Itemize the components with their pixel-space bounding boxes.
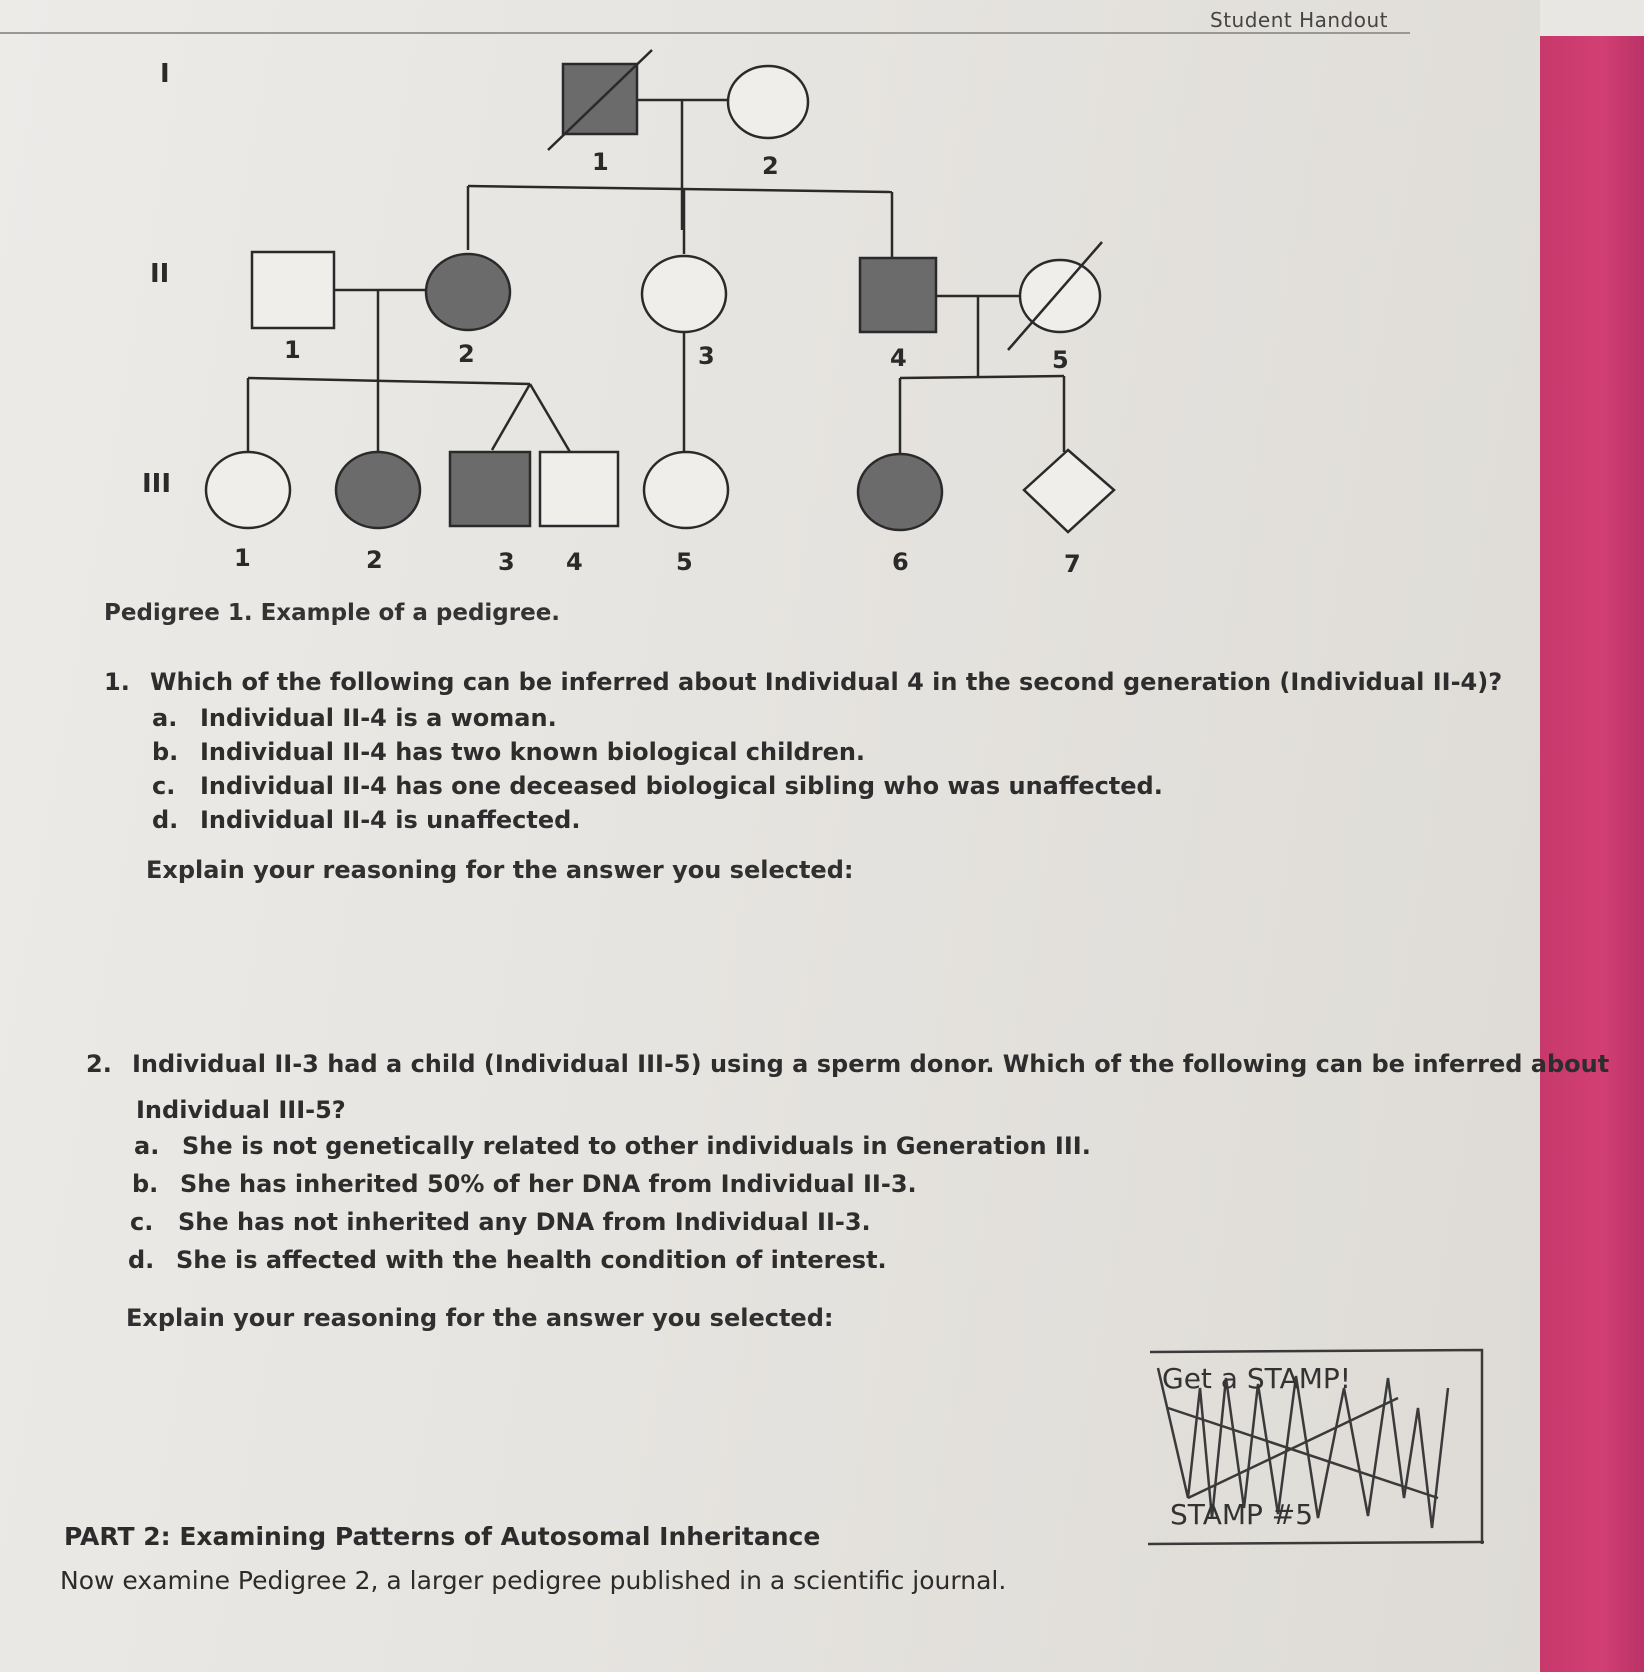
pedigree-caption: Pedigree 1. Example of a pedigree. <box>104 600 561 626</box>
gen3-label-1: 1 <box>234 544 251 572</box>
gen3-label-3: 3 <box>498 548 515 576</box>
individual-III-6-female-affected <box>858 454 942 530</box>
question-2 <box>86 1050 1609 1078</box>
individual-II-1-male <box>252 252 334 328</box>
question-1-option-c[interactable]: c. Individual II-4 has one deceased biological sibling who was unaffected. <box>152 772 1163 800</box>
part-2-intro: Now examine Pedigree 2, a larger pedigree published in a scientific journal. <box>60 1566 1007 1595</box>
generation-label-1: I <box>160 59 170 89</box>
question-2-option-c[interactable]: c. She has not inherited any DNA from Individual II-3. <box>130 1208 871 1236</box>
question-2-number: 2. <box>86 1050 112 1078</box>
sibship-line-II <box>468 186 892 192</box>
individual-II-2-female-affected <box>426 254 510 330</box>
question-1-number: 1. <box>104 668 130 696</box>
gen2-label-3: 3 <box>698 342 715 370</box>
individual-III-3-male-affected <box>450 452 530 526</box>
question-1-option-a[interactable]: a. Individual II-4 is a woman. <box>152 704 557 732</box>
pink-folder-edge <box>1540 36 1644 1672</box>
individual-III-1-female <box>206 452 290 528</box>
generation-label-3: III <box>142 469 172 499</box>
gen2-label-1: 1 <box>284 336 301 364</box>
question-1 <box>104 668 1502 696</box>
stamp-text-line-1: Get a STAMP! <box>1162 1362 1351 1395</box>
gen1-label-1: 1 <box>592 148 609 176</box>
question-1-explain-prompt: Explain your reasoning for the answer you selected: <box>146 856 854 884</box>
individual-I-2-female <box>728 66 808 138</box>
gen1-label-2: 2 <box>762 152 779 180</box>
gen2-label-4: 4 <box>890 344 907 372</box>
gen3-label-4: 4 <box>566 548 583 576</box>
question-2-text-line-2: Individual III-5? <box>136 1096 346 1124</box>
generation-label-2: II <box>150 259 170 289</box>
individual-II-4-male-affected <box>860 258 936 332</box>
gen2-label-2: 2 <box>458 340 475 368</box>
header-rule <box>0 32 1410 34</box>
individual-III-2-female-affected <box>336 452 420 528</box>
handout-header: Student Handout <box>1210 8 1389 32</box>
sibship-line-III-left <box>248 378 530 384</box>
question-1-option-b[interactable]: b. Individual II-4 has two known biological children. <box>152 738 866 766</box>
individual-III-7-unknown-sex <box>1024 450 1114 532</box>
question-2-option-b[interactable]: b. She has inherited 50% of her DNA from Individual II-3. <box>132 1170 917 1198</box>
twin-line-right <box>530 384 570 452</box>
gen3-label-6: 6 <box>892 548 909 576</box>
individual-II-3-female <box>642 256 726 332</box>
question-1-text: Which of the following can be inferred about Individual 4 in the second generation (Individual II-4)? <box>150 668 1503 696</box>
twin-line-left <box>492 384 530 450</box>
stamp-text-line-2: STAMP #5 <box>1170 1498 1314 1531</box>
part-2-title: PART 2: Examining Patterns of Autosomal Inheritance <box>64 1522 821 1551</box>
question-1-option-d[interactable]: d. Individual II-4 is unaffected. <box>152 806 581 834</box>
individual-III-5-female <box>644 452 728 528</box>
sibship-line-III-right <box>900 376 1064 378</box>
question-2-text-line-1: Individual II-3 had a child (Individual III-5) using a sperm donor. Which of the following can be inferred about <box>132 1050 1610 1078</box>
gen3-label-2: 2 <box>366 546 383 574</box>
question-2-option-d[interactable]: d. She is affected with the health condition of interest. <box>128 1246 887 1274</box>
stamp-box <box>1148 1348 1484 1546</box>
pedigree-diagram <box>0 40 1200 580</box>
question-2-option-a[interactable]: a. She is not genetically related to other individuals in Generation III. <box>134 1132 1091 1160</box>
gen3-label-7: 7 <box>1064 550 1081 578</box>
gen3-label-5: 5 <box>676 548 693 576</box>
gen2-label-5: 5 <box>1052 346 1069 374</box>
individual-III-4-male <box>540 452 618 526</box>
question-2-explain-prompt: Explain your reasoning for the answer you selected: <box>126 1304 834 1332</box>
